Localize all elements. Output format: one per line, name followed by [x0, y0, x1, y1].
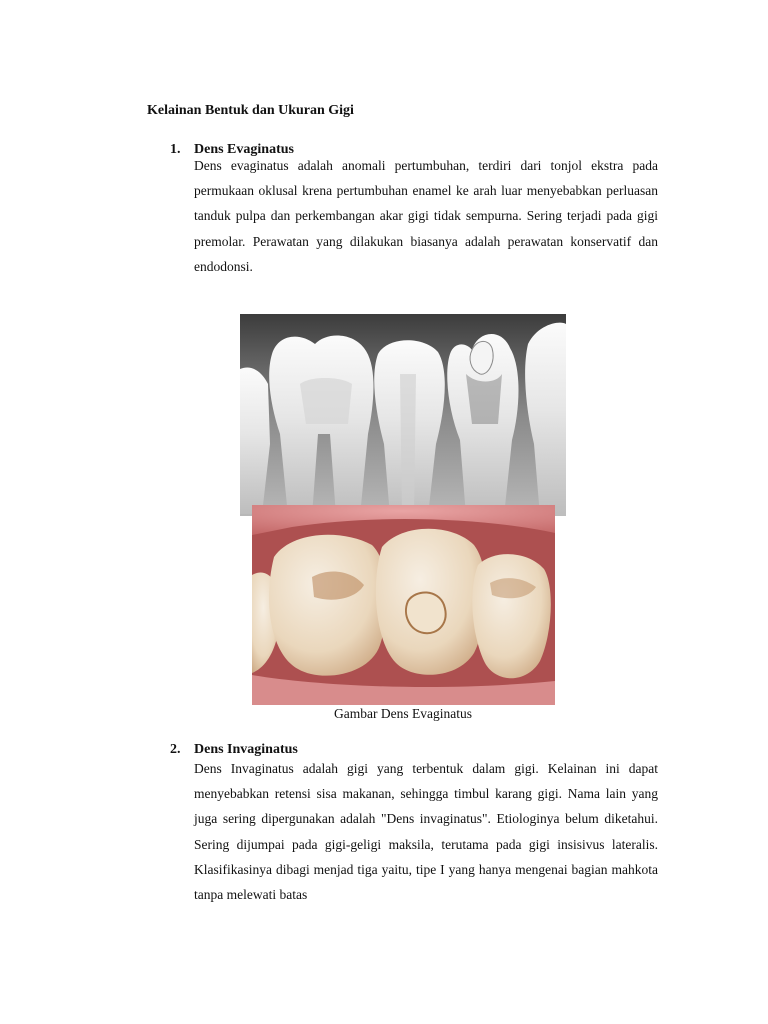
figure-caption: Gambar Dens Evaginatus	[334, 706, 472, 721]
section-title: Dens Invaginatus	[194, 742, 298, 757]
section-title: Dens Evaginatus	[194, 142, 294, 157]
clinical-teeth-photo	[252, 505, 555, 705]
xray-teeth-image	[240, 314, 566, 516]
document-title: Kelainan Bentuk dan Ukuran Gigi	[147, 103, 354, 118]
section-number: 1.	[170, 142, 181, 157]
section-number: 2.	[170, 742, 181, 757]
section-body-dens-evaginatus: Dens evaginatus adalah anomali pertumbuhan, terdiri dari tonjol ekstra pada permukaan oklusal krena pertumbuhan enamel ke arah luar menyebabkan perluasan tanduk pulpa dan perkembangan akar gigi tidak sempurna. Sering terjadi pada gigi premolar. Perawatan yang dilakukan biasanya adalah perawatan konservatif dan endodonsi.	[194, 158, 658, 274]
section-body-dens-invaginatus: Dens Invaginatus adalah gigi yang terbentuk dalam gigi. Kelainan ini dapat menyebabkan retensi sisa makanan, sehingga timbul karang gigi. Nama lain yang juga sering dipergunakan adalah "Dens invaginatus". Etiologinya belum diketahui. Sering dijumpai pada gigi-geligi maksila, terutama pada gigi insisivus lateralis. Klasifikasinya dibagi menjad tiga yaitu, tipe I yang hanya mengenai bagian mahkota tanpa melewati batas	[194, 761, 658, 903]
